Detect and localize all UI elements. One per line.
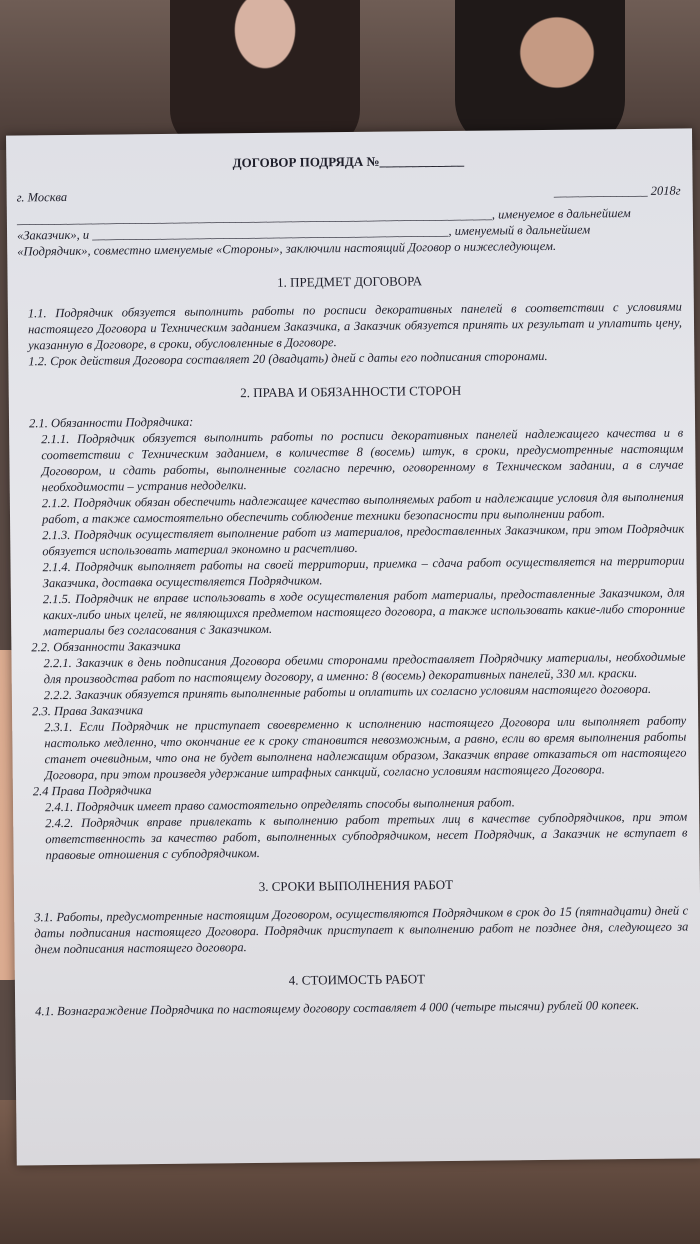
section-heading: 3. СРОКИ ВЫПОЛНЕНИЯ РАБОТ xyxy=(258,876,454,894)
date: _______________ 2018г xyxy=(553,183,681,199)
clause-2-3: 2.3. Права Заказчика xyxy=(31,703,144,719)
intro-line-2: «Заказчик», и _________________________________________________________, именуемый в дальнейшем xyxy=(16,222,591,243)
clause-2-1: 2.1. Обязанности Подрядчика: xyxy=(28,414,194,431)
section-heading: 1. ПРЕДМЕТ ДОГОВОРА xyxy=(277,273,423,290)
person-left xyxy=(170,0,360,150)
clause-3-1: 3.1. Работы, предусмотренные настоящим Договором, осуществляются Подрядчиком в срок до 15 (пятнадцати) дней с даты подписания настоящего Договора. Подрядчик приступает к выполнению работ не позднее дня, следующего за днем подписания настоящего договора. xyxy=(34,903,689,957)
clause-2-1-5: 2.1.5. Подрядчик не вправе использовать в ходе осуществления работ материалы, предоставленные Заказчиком, для каких-либо иных целей, не являющихся предметом настоящего договора, а также использовать какие-либо сторонние материалы без согласования с Заказчиком. xyxy=(42,585,686,639)
clause-2-3-1: 2.3.1. Если Подрядчик не приступает своевременно к исполнению настоящего Договора или выполняет работу настолько медленно, что окончание ее к сроку становится невозможным, а равно, если во время выполнения работы станет очевидным, что она не будет выполнена надлежащим образом, Заказчик вправе отказаться от настоящего Договора, при этом произведя удержание штрафных санкций, согласно условиям настоящего Договора. xyxy=(44,713,687,783)
clause-2-2-1: 2.2.1. Заказчик в день подписания Договора обеими сторонами предоставляет Подрядчику материалы, необходимые для производства работ по настоящему договору, а именно: 8 (восемь) декоративных панелей, 330 мл. краски. xyxy=(43,649,686,687)
clause-1-2: 1.2. Срок действия Договора составляет 20 (двадцать) дней с даты его подписания сторонами. xyxy=(28,348,548,369)
clause-2-1-2: 2.1.2. Подрядчик обязан обеспечить надлежащее качество выполняемых работ и надлежащие условия для выполнения работ, а также самостоятельно обеспечить соблюдение техники безопасности при выполнении работ. xyxy=(41,489,684,527)
section-heading: 4. СТОИМОСТЬ РАБОТ xyxy=(288,971,426,988)
clause-2-2: 2.2. Обязанности Заказчика xyxy=(31,638,181,655)
clause-4-1: 4.1. Вознаграждение Подрядчика по настоящему договору составляет 4 000 (четыре тысячи) рублей 00 копеек. xyxy=(35,998,640,1019)
clause-1-1: 1.1. Подрядчик обязуется выполнить работы по росписи декоративных панелей в соответствии с условиями настоящего Договора и Техническим заданием Заказчика, а Заказчик обязуется принять их результат и уплатить цену, указанную в Договоре, в сроки, обусловленные в Договоре. xyxy=(27,299,683,353)
clause-2-4: 2.4 Права Подрядчика xyxy=(32,783,152,799)
clause-2-1-3: 2.1.3. Подрядчик осуществляет выполнение работ из материалов, предоставленных Заказчиком, при этом Подрядчик обязуется использовать материал экономно и расчетливо. xyxy=(42,521,685,559)
person-right xyxy=(455,0,625,150)
intro-line-1: ____________________________________________________________________________, именуемое в дальнейшем xyxy=(16,206,631,227)
document-title: ДОГОВОР ПОДРЯДА №_____________ xyxy=(232,152,465,171)
clause-2-1-1: 2.1.1. Подрядчик обязуется выполнить работы по росписи декоративных панелей надлежащего качества и в соответствии с Техническим заданием, в количестве 8 (восемь) штук, в сроки, предусмотренные настоящим Договором, и сдать работы, выполненные согласно перечню, оговоренному в Техническом задании, а в случае необходимости – устранив недоделки. xyxy=(41,425,684,495)
city: г. Москва xyxy=(16,189,68,205)
clause-2-2-2: 2.2.2. Заказчик обязуется принять выполненные работы и оплатить их согласно условиям настоящего договора. xyxy=(43,681,652,703)
intro-line-3: «Подрядчик», совместно именуемые «Стороны», заключили настоящий Договор о нижеследующем. xyxy=(17,238,557,259)
contract-document xyxy=(16,151,689,1020)
contract-paper xyxy=(6,128,700,1165)
clause-2-4-1: 2.4.1. Подрядчик имеет право самостоятельно определять способы выполнения работ. xyxy=(44,795,515,815)
section-heading: 2. ПРАВА И ОБЯЗАННОСТИ СТОРОН xyxy=(240,382,462,401)
clause-2-4-2: 2.4.2. Подрядчик вправе привлекать к выполнению работ третьих лиц в качестве субподрядчиков, при этом ответственность за качество работ, выполненных субподрядчиком, несет Подрядчик, а Заказчик не вступает в правовые отношения с субподрядчиком. xyxy=(45,809,688,863)
clause-2-1-4: 2.1.4. Подрядчик выполняет работы на своей территории, приемка – сдача работ осуществляется на территории Заказчика, доставка осуществляется Подрядчиком. xyxy=(42,553,685,591)
